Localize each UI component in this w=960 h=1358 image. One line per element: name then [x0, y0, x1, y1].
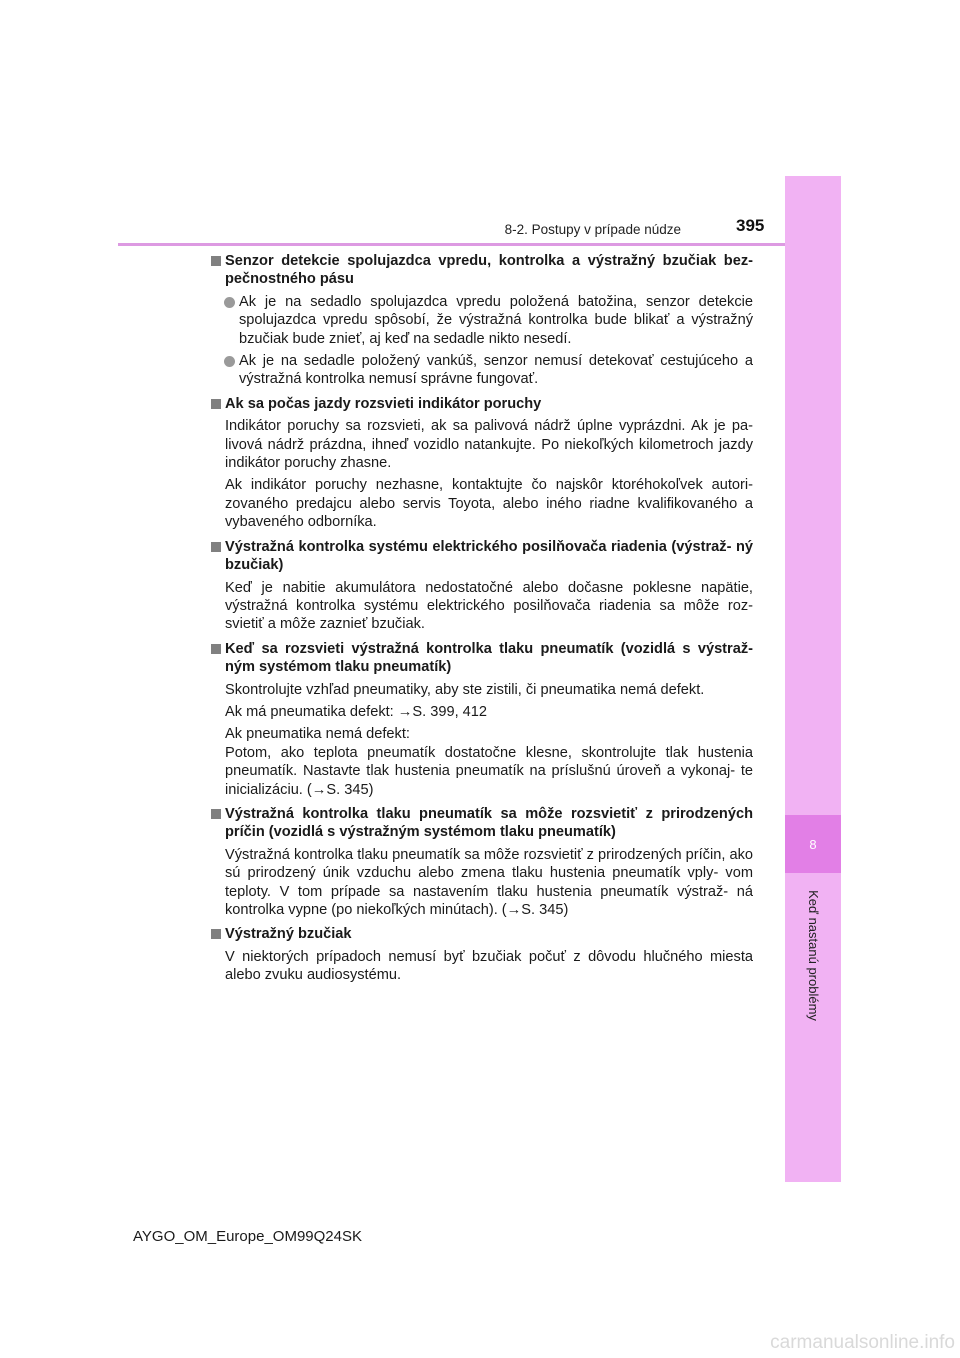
header-rule — [118, 243, 785, 246]
list-item: Ak je na sedadle položený vankúš, senzor nemusí detekovať cestujúceho a výstražná kontrolka nemusí správne fungovať. — [210, 352, 753, 389]
chapter-side-tab — [785, 176, 841, 1182]
paragraph: Ak indikátor poruchy nezhasne, kontaktujte čo najskôr ktoréhokoľvek autori- zovaného predajcu alebo servis Toyota, alebo iného riadne kvalifikovaného a vybaveného odborníka. — [225, 477, 753, 531]
section-power-steering — [210, 538, 753, 634]
square-bullet-icon — [211, 644, 221, 654]
section-heading: Výstražný bzučiak — [210, 925, 753, 943]
section-title: 8-2. Postupy v prípade núdze — [504, 222, 681, 237]
document-code: AYGO_OM_Europe_OM99Q24SK — [133, 1228, 362, 1245]
page-content — [210, 252, 753, 991]
section-tire-pressure-natural — [210, 805, 753, 919]
paragraph: V niektorých prípadoch nemusí byť bzučiak počuť z dôvodu hlučného miesta alebo zvuku audiosystému. — [225, 948, 753, 984]
section-heading: Senzor detekcie spolujazdca vpredu, kontrolka a výstražný bzučiak bez- pečnostného pásu — [210, 252, 753, 289]
paragraph: Výstražná kontrolka tlaku pneumatík sa môže rozsvietiť z prirodzených príčin, ako sú prirodzený únik vzduchu alebo zmena tlaku hustenia pneumatík vply- vom teploty. V tom prípade sa nastavením tlaku hustenia pneumatík výstraž- ná kontrolka vypne (po niekoľkých minútach). (→S. 345) — [225, 846, 753, 918]
square-bullet-icon — [211, 809, 221, 819]
square-bullet-icon — [211, 256, 221, 266]
paragraph: Keď je nabitie akumulátora nedostatočné alebo dočasne poklesne napätie, výstražná kontrolka systému elektrického posilňovača riadenia sa môže roz- svietiť a môže zaznieť bzučiak. — [225, 579, 753, 633]
section-passenger-sensor — [210, 252, 753, 389]
paragraph: Ak má pneumatika defekt: →S. 399, 412 — [225, 703, 488, 720]
paragraph: Ak pneumatika nemá defekt: — [225, 726, 410, 743]
paragraph: Potom, ako teplota pneumatík dostatočne klesne, skontrolujte tlak hustenia pneumatík. Nastavte tlak hustenia pneumatík na príslušnú úroveň a vykonaj- te inicializáciu. (→S. 345) — [225, 744, 753, 798]
section-warning-buzzer — [210, 925, 753, 984]
paragraph: Indikátor poruchy sa rozsvieti, ak sa palivová nádrž úplne vyprázdni. Ak je pa- livová nádrž prázdna, ihneď vozidlo natankujte. Po niekoľkých kilometroch jazdy indikátor poruchy zhasne. — [225, 418, 753, 472]
square-bullet-icon — [211, 929, 221, 939]
square-bullet-icon — [211, 542, 221, 552]
section-heading: Ak sa počas jazdy rozsvieti indikátor poruchy — [210, 395, 753, 413]
section-heading: Výstražná kontrolka systému elektrického posilňovača riadenia (výstraž- ný bzučiak) — [210, 538, 753, 575]
list-item: Ak je na sedadlo spolujazdca vpredu položená batožina, senzor detekcie spolujazdca vpredu spôsobí, že výstražná kontrolka bude blikať a výstražný bzučiak bude znieť, aj keď na sedadle nikto nesedí. — [210, 293, 753, 348]
page-number: 395 — [736, 216, 765, 235]
section-heading: Keď sa rozsvieti výstražná kontrolka tlaku pneumatík (vozidlá s výstraž- ným systémom tlaku pneumatík) — [210, 640, 753, 677]
section-malfunction-indicator — [210, 395, 753, 532]
chapter-label-area — [785, 880, 841, 1030]
chapter-number-tab — [785, 815, 841, 873]
circle-bullet-icon — [224, 356, 235, 367]
watermark: carmanualsonline.info — [770, 1332, 955, 1353]
paragraph: Skontrolujte vzhľad pneumatiky, aby ste zistili, či pneumatika nemá defekt. — [225, 681, 705, 698]
circle-bullet-icon — [224, 297, 235, 308]
square-bullet-icon — [211, 399, 221, 409]
chapter-number: 8 — [809, 836, 817, 852]
chapter-label: Keď nastanú problémy — [805, 889, 821, 1021]
section-tire-pressure-warning — [210, 640, 753, 799]
section-heading: Výstražná kontrolka tlaku pneumatík sa môže rozsvietiť z prirodzených príčin (vozidlá s výstražným systémom tlaku pneumatík) — [210, 805, 753, 842]
